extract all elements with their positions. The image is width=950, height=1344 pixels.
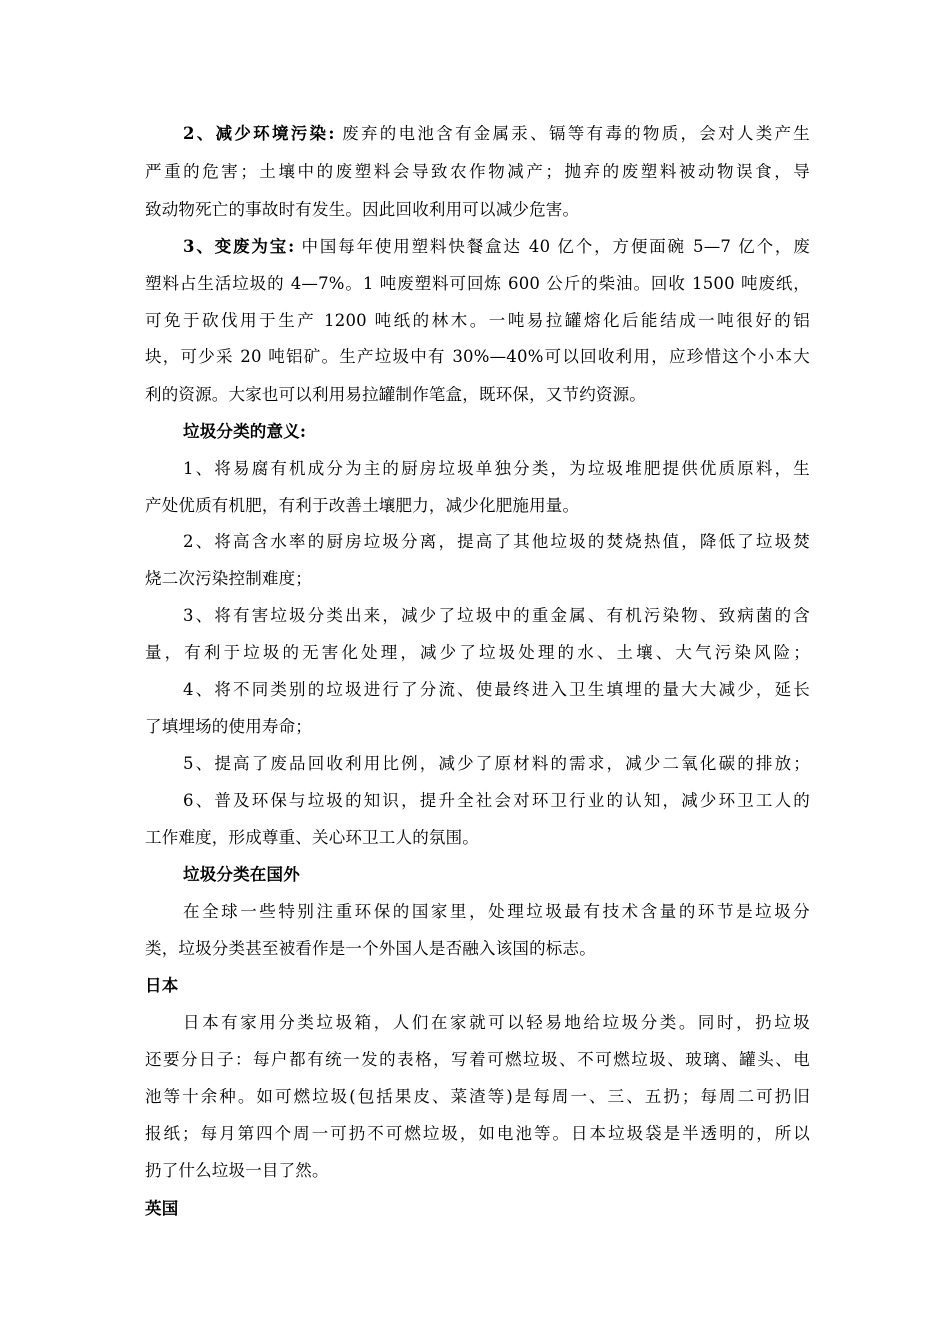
country-heading: 日本 [145,976,179,995]
paragraph-line: 6、普及环保与垃圾的知识，提升全社会对环卫行业的认知，减少环卫工人的 [183,791,810,810]
paragraph-line: 2、将高含水率的厨房垃圾分离，提高了其他垃圾的焚烧热值，降低了垃圾焚 [183,532,810,551]
paragraph-line: 3、将有害垃圾分类出来，减少了垃圾中的重金属、有机污染物、致病菌的含 [183,606,810,625]
paragraph-line: 了填埋场的使用寿命； [145,717,312,736]
paragraph-line: 可免于砍伐用于生产 1200 吨纸的林木。一吨易拉罐熔化后能结成一吨很好的铝 [145,311,810,330]
paragraph-line: 报纸；每月第四个周一可扔不可燃垃圾，如电池等。日本垃圾袋是半透明的，所以 [145,1124,810,1143]
paragraph-line: 在全球一些特别注重环保的国家里，处理垃圾最有技术含量的环节是垃圾分 [183,902,810,921]
paragraph-line: 烧二次污染控制难度； [145,569,312,588]
paragraph-line: 塑料占生活垃圾的 4—7%。1 吨废塑料可回炼 600 公斤的柴油。回收 1500 吨废纸， [145,274,810,293]
paragraph-line: 5、提高了废品回收利用比例，减少了原材料的需求，减少二氧化碳的排放； [183,754,810,773]
paragraph-line: 产处优质有机肥，有利于改善土壤肥力，减少化肥施用量。 [145,496,580,515]
paragraph-line: 块，可少采 20 吨铝矿。生产垃圾中有 30%—40%可以回收利用，应珍惜这个小本大 [145,347,810,366]
paragraph-text: 中国每年使用塑料快餐盒达 40 亿个，方便面碗 5—7 亿个，废 [294,237,810,256]
paragraph-line: 还要分日子：每户都有统一发的表格，写着可燃垃圾、不可燃垃圾、玻璃、罐头、电 [145,1050,810,1069]
section-heading: 垃圾分类在国外 [183,865,300,884]
paragraph-line: 日本有家用分类垃圾箱，人们在家就可以轻易地给垃圾分类。同时，扔垃圾 [183,1013,810,1032]
paragraph-line: 类，垃圾分类甚至被看作是一个外国人是否融入该国的标志。 [145,939,596,958]
paragraph-line: 扔了什么垃圾一目了然。 [145,1161,329,1180]
paragraph-heading: 3、变废为宝: [183,237,295,256]
paragraph-line [183,235,810,259]
paragraph-line: 严重的危害；土壤中的废塑料会导致农作物减产；抛弃的废塑料被动物误食，导 [145,162,810,181]
paragraph-line: 量，有利于垃圾的无害化处理，减少了垃圾处理的水、土壤、大气污染风险； [145,643,810,662]
paragraph-heading: 2、减少环境污染: [183,124,335,143]
paragraph-text: 废弃的电池含有金属汞、镉等有毒的物质，会对人类产生 [334,124,810,143]
section-heading: 垃圾分类的意义: [183,422,307,441]
paragraph-line: 池等十余种。如可燃垃圾(包括果皮、菜渣等)是每周一、三、五扔；每周二可扔旧 [145,1087,810,1106]
country-heading: 英国 [145,1199,179,1218]
paragraph-line: 工作难度，形成尊重、关心环卫工人的氛围。 [145,828,479,847]
paragraph-line: 利的资源。大家也可以利用易拉罐制作笔盒，既环保，又节约资源。 [145,385,646,404]
paragraph-line [183,122,810,146]
paragraph-line: 1、将易腐有机成分为主的厨房垃圾单独分类，为垃圾堆肥提供优质原料，生 [183,459,810,478]
paragraph-line: 致动物死亡的事故时有发生。因此回收利用可以减少危害。 [145,200,580,219]
paragraph-line: 4、将不同类别的垃圾进行了分流、使最终进入卫生填埋的量大大减少，延长 [183,680,810,699]
